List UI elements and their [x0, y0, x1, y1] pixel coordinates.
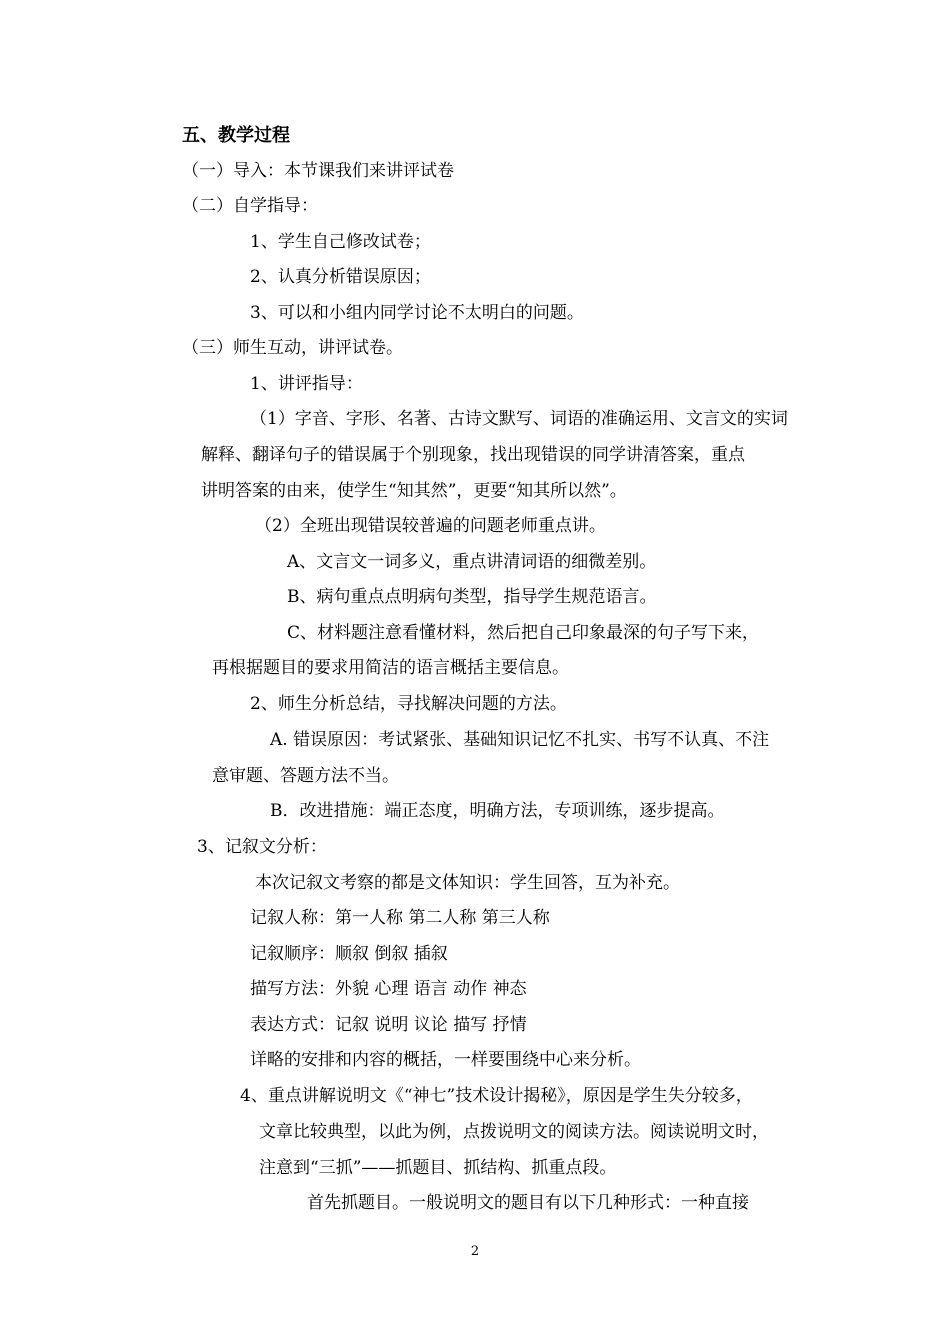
- text-line: 3、可以和小组内同学讨论不太明白的问题。: [250, 303, 584, 323]
- section-heading: 五、教学过程: [182, 125, 290, 146]
- text-line: A. 错误原因：考试紧张、基础知识记忆不扎实、书写不认真、不注: [270, 730, 770, 750]
- page-number: 2: [470, 1244, 480, 1259]
- text-line: （三）师生互动，讲评试卷。: [182, 338, 403, 358]
- text-line: 1、学生自己修改试卷；: [250, 232, 431, 252]
- text-line: 1、讲评指导：: [250, 374, 363, 394]
- text-line: 再根据题目的要求用简洁的语言概括主要信息。: [212, 658, 569, 678]
- text-line: 表达方式：记叙 说明 议论 描写 抒情: [250, 1015, 527, 1035]
- text-line: C、材料题注意看懂材料，然后把自己印象最深的句子写下来，: [287, 623, 760, 643]
- text-line: B．改进措施：端正态度，明确方法，专项训练，逐步提高。: [270, 801, 725, 821]
- text-line: 本次记叙文考察的都是文体知识：学生回答，互为补充。: [255, 873, 680, 893]
- text-line: 记叙顺序：顺叙 倒叙 插叙: [250, 944, 448, 964]
- text-line: 意审题、答题方法不当。: [212, 766, 399, 786]
- text-line: 文章比较典型，以此为例，点拨说明文的阅读方法。阅读说明文时，: [259, 1122, 769, 1142]
- text-line: （1）字音、字形、名著、古诗文默写、词语的准确运用、文言文的实词: [250, 409, 788, 429]
- text-line: 首先抓题目。一般说明文的题目有以下几种形式：一种直接: [307, 1193, 749, 1213]
- text-line: 2、师生分析总结，寻找解决问题的方法。: [250, 694, 567, 714]
- text-line: （二）自学指导：: [182, 196, 318, 216]
- text-line: 详略的安排和内容的概括，一样要围绕中心来分析。: [250, 1050, 641, 1070]
- text-line: 记叙人称：第一人称 第二人称 第三人称: [250, 908, 550, 928]
- text-line: 4、重点讲解说明文《“神七”技术设计揭秘》，原因是学生失分较多，: [240, 1086, 753, 1106]
- text-line: 解释、翻译句子的错误属于个别现象，找出现错误的同学讲清答案，重点: [201, 445, 745, 465]
- text-line: （一）导入：本节课我们来讲评试卷: [182, 161, 454, 181]
- text-line: 注意到“三抓”——抓题目、抓结构、抓重点段。: [259, 1158, 617, 1178]
- text-line: A、文言文一词多义，重点讲清词语的细微差别。: [287, 552, 657, 572]
- text-line: 3、记叙文分析：: [197, 837, 327, 857]
- text-line: 2、认真分析错误原因；: [250, 267, 431, 287]
- text-line: 讲明答案的由来，使学生“知其然”，更要“知其所以然”。: [201, 481, 627, 501]
- text-line: B、病句重点点明病句类型，指导学生规范语言。: [287, 587, 657, 607]
- text-line: （2）全班出现错误较普遍的问题老师重点讲。: [255, 516, 606, 536]
- text-line: 描写方法：外貌 心理 语言 动作 神态: [250, 979, 527, 999]
